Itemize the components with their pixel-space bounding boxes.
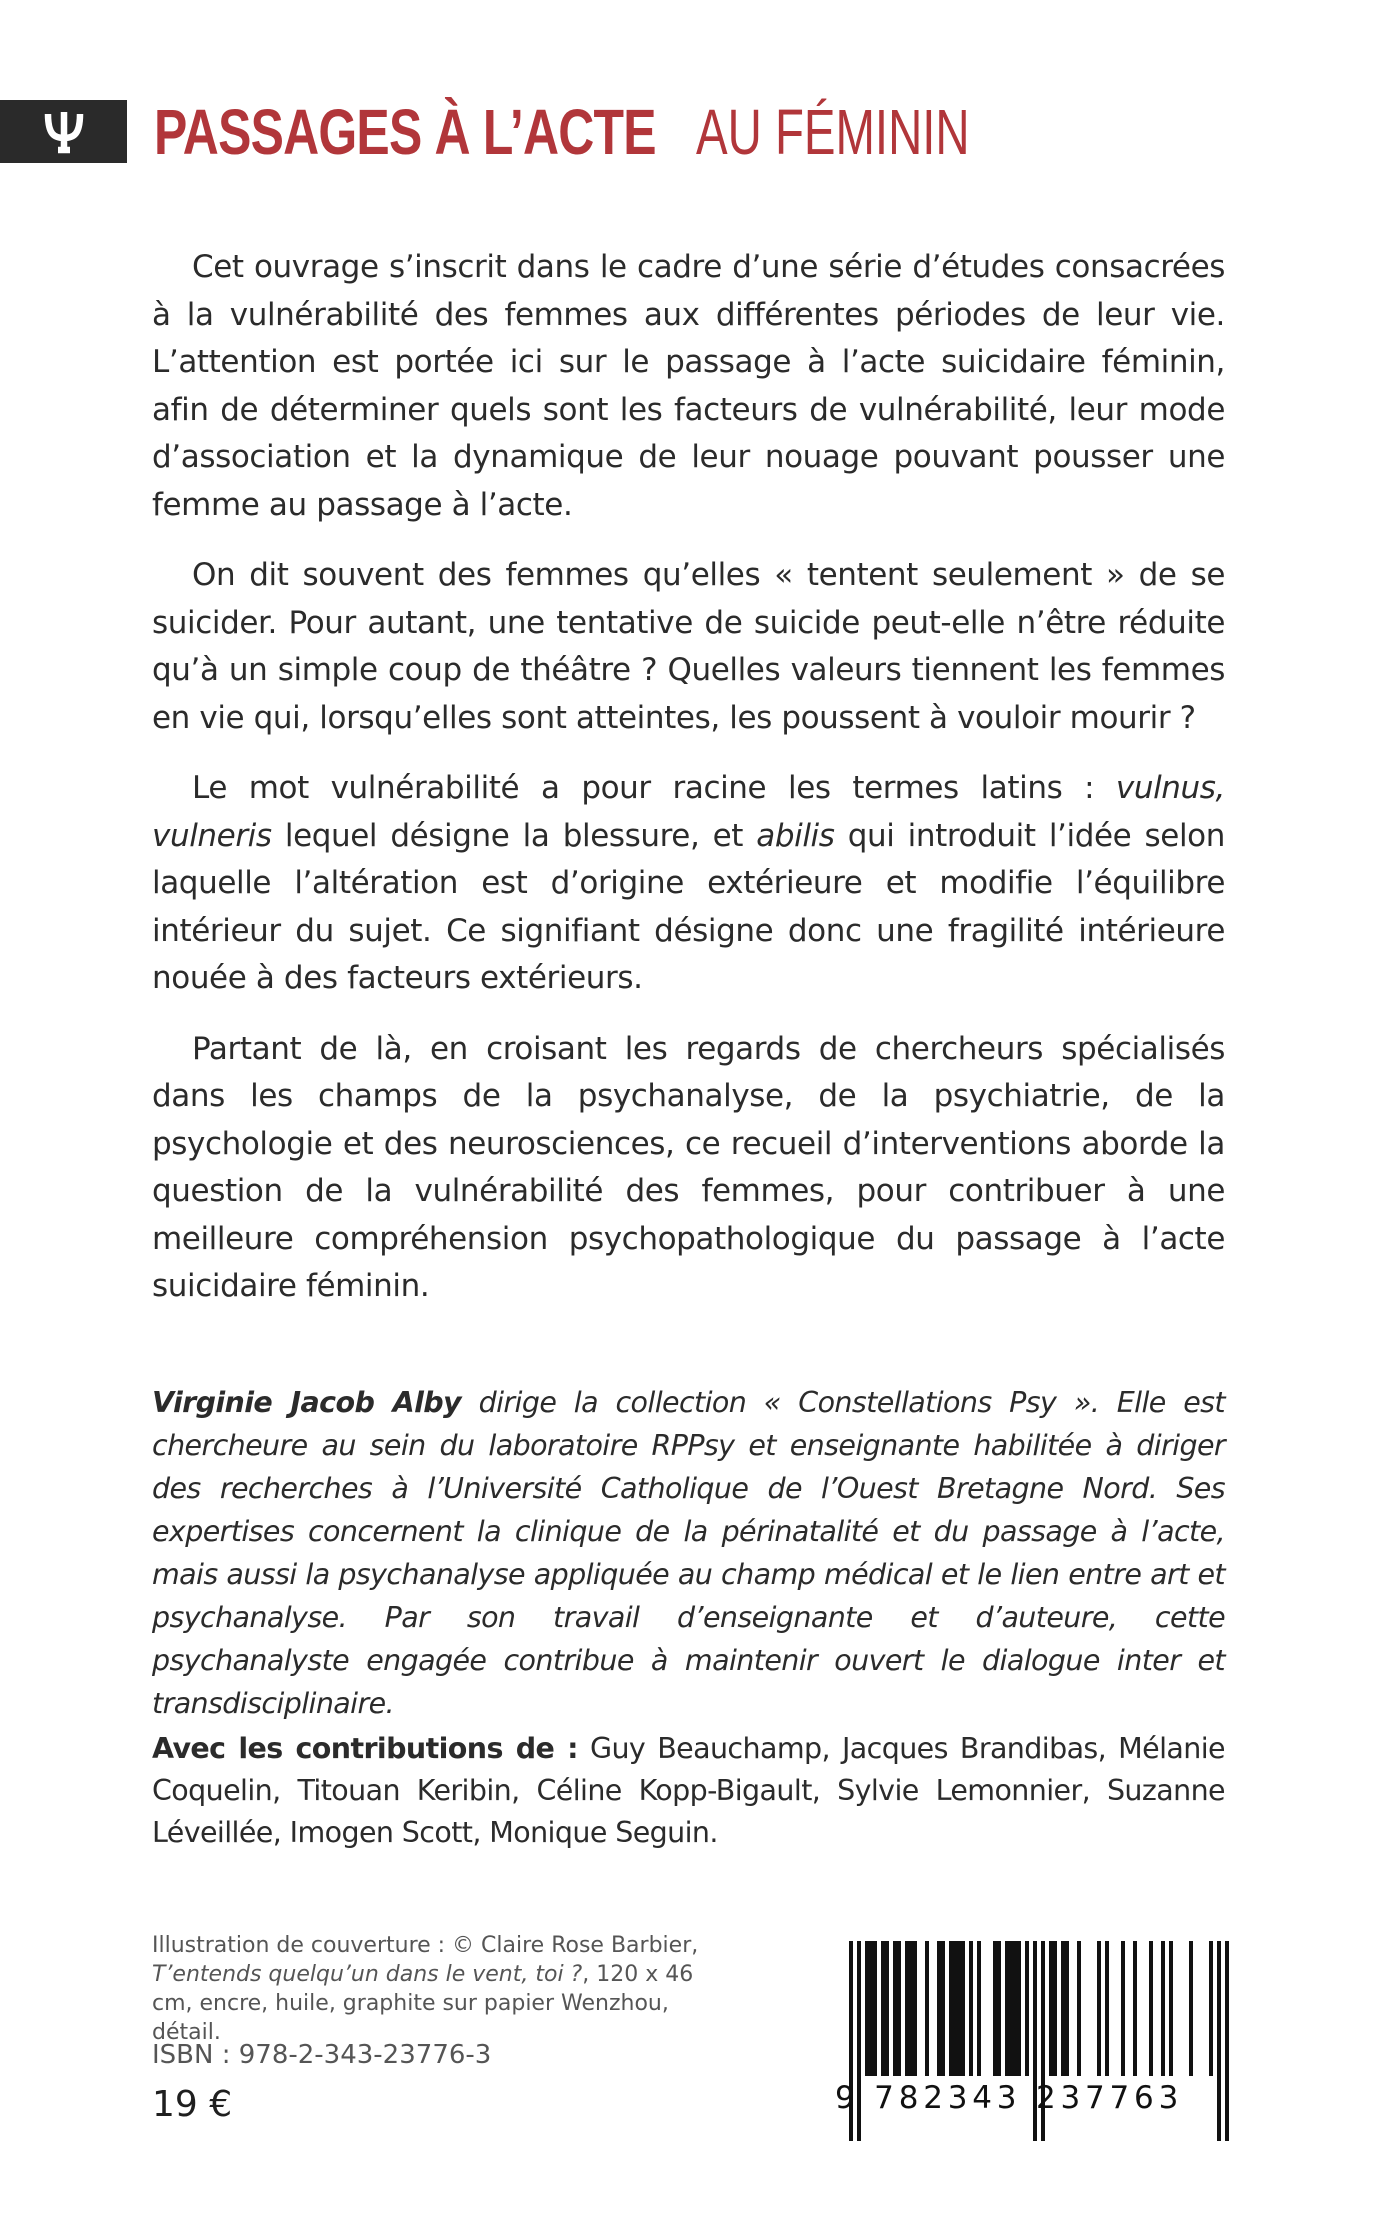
barcode-bar — [1049, 1941, 1053, 2076]
barcode-bar — [925, 1941, 929, 2076]
credit-prefix: Illustration de couverture : © Claire Rose Barbier, — [152, 1933, 699, 1958]
barcode-bar — [969, 1941, 973, 2076]
paragraph-3-part-a: Le mot vulnérabilité a pour racine les termes latins : — [192, 770, 1116, 806]
barcode-bar — [997, 1941, 1001, 2076]
barcode-bar — [1149, 1941, 1153, 2076]
header — [0, 92, 1400, 172]
paragraph-1: Cet ouvrage s’inscrit dans le cadre d’une série d’études consacrées à la vulnérabilité des femmes aux différentes périodes de leur vie. L’attention est portée ici sur le passage à l’acte suicidaire féminin, afin de déterminer quels sont les facteurs de vulnérabilité, leur mode d’association et la dynamique de leur nouage pouvant pousser une femme au passage à l’acte. — [152, 249, 1225, 523]
barcode-bar — [1097, 1941, 1101, 2076]
paragraph-4: Partant de là, en croisant les regards de chercheurs spécialisés dans les champs de la psychanalyse, de la psychiatrie, de la psychologie et des neurosciences, ce recueil d’interventions aborde la question de la vulnérabilité des femmes, pour contribuer à une meilleure compréhension psychopathologique du passage à l’acte suicidaire féminin. — [152, 1030, 1225, 1304]
author-bio-text: dirige la collection « Constellations Psy ». Elle est chercheure au sein du laboratoire RPPsy et enseignante habilitée à diriger des recherches à l’Université Catholique de l’Ouest Bretagne Nord. Ses expertises concernent la clinique de la périnatalité et du passage à l’acte, mais aussi la psychanalyse appliquée au champ médical et le lien entre art et psychanalyse. Par son travail d’enseignante et d’auteure, cette psychanalyste engagée contribue à maintenir ouvert le dialogue inter et transdisciplinaire. — [152, 1386, 1225, 1720]
contributors-label: Avec les contributions de : — [152, 1732, 578, 1765]
barcode-bar — [1077, 1941, 1081, 2076]
cover-credit — [152, 1931, 712, 2047]
author-bio — [152, 1381, 1225, 1725]
title-main: PASSAGES À L’ACTE — [154, 96, 656, 168]
barcode-bar — [1005, 1941, 1009, 2076]
paragraph-3-part-c: qui introduit l’idée selon laquelle l’altération est d’origine extérieure et modifie l’équilibre intérieur du sujet. Ce signifiant désigne donc une fragilité intérieure nouée à des facteurs extérieurs. — [152, 817, 1225, 996]
credit-details: , 120 x 46 cm, encre, huile, graphite sur papier Wenzhou, détail. — [152, 1962, 694, 2045]
isbn: ISBN : 978-2-343-23776-3 — [152, 2040, 492, 2070]
barcode-bar — [865, 1941, 869, 2076]
barcode-bar — [885, 1941, 889, 2076]
barcode-bar — [1061, 1941, 1065, 2076]
barcode-bar — [949, 1941, 953, 2076]
barcode-bar — [1025, 1941, 1029, 2076]
barcode-bar — [1133, 1941, 1137, 2076]
barcode-bar — [905, 1941, 909, 2076]
barcode-digits: 9 782343 237763 — [835, 2080, 1184, 2116]
barcode-bar — [1053, 1941, 1057, 2076]
credit-work-title: T’entends quelqu’un dans le vent, toi ? — [152, 1962, 583, 1987]
psi-icon — [44, 108, 84, 154]
barcode-bar — [897, 1941, 901, 2076]
back-cover-text — [152, 244, 1225, 1334]
barcode-bar — [1013, 1941, 1017, 2076]
paragraph-2: On dit souvent des femmes qu’elles « tentent seulement » de se suicider. Pour autant, une tentative de suicide peut-elle n’être réduite qu’à un simple coup de théâtre ? Quelles valeurs tiennent les femmes en vie qui, lorsqu’elles sont atteintes, les poussent à vouloir mourir ? — [152, 557, 1225, 736]
barcode-bar — [893, 1941, 897, 2076]
barcode-bar — [913, 1941, 917, 2076]
latin-term: vulnus, vulneris — [152, 770, 1225, 854]
paragraph-3 — [152, 765, 1225, 1003]
barcode-bar — [1105, 1941, 1109, 2076]
paragraph-3-part-b: lequel désigne la blessure, et — [271, 817, 757, 854]
barcode-bar — [1121, 1941, 1125, 2076]
title-sub: AU FÉMININ — [696, 96, 970, 168]
barcode-bar — [937, 1941, 941, 2076]
barcode-bar — [1161, 1941, 1165, 2076]
barcode-bar — [993, 1941, 997, 2076]
barcode-bar — [869, 1941, 873, 2076]
author-name: Virginie Jacob Alby — [152, 1386, 462, 1419]
contributors — [152, 1728, 1225, 1854]
barcode-bar — [1189, 1941, 1193, 2076]
abilis-term: abilis — [756, 817, 835, 854]
barcode-bar — [953, 1941, 957, 2076]
barcode-bar — [977, 1941, 981, 2076]
barcode-bar — [941, 1941, 945, 2076]
barcode-bar — [1009, 1941, 1013, 2076]
publisher-logo — [0, 100, 127, 163]
contributors-names: Guy Beauchamp, Jacques Brandibas, Mélanie Coquelin, Titouan Keribin, Céline Kopp-Bigault, Sylvie Lemonnier, Suzanne Léveillée, Imogen Scott, Monique Seguin. — [152, 1732, 1225, 1849]
barcode-bar — [961, 1941, 965, 2076]
barcode-bar — [1169, 1941, 1173, 2076]
book-title — [154, 92, 970, 190]
price: 19 € — [152, 2084, 233, 2125]
barcode-bar — [1065, 1941, 1069, 2076]
barcode-bar — [873, 1941, 877, 2076]
barcode-bar — [957, 1941, 961, 2076]
barcode-bar — [1017, 1941, 1021, 2076]
barcode-bar — [909, 1941, 913, 2076]
barcode — [835, 1941, 1235, 2151]
barcode-bar — [1209, 1941, 1213, 2076]
barcode-bar — [881, 1941, 885, 2076]
